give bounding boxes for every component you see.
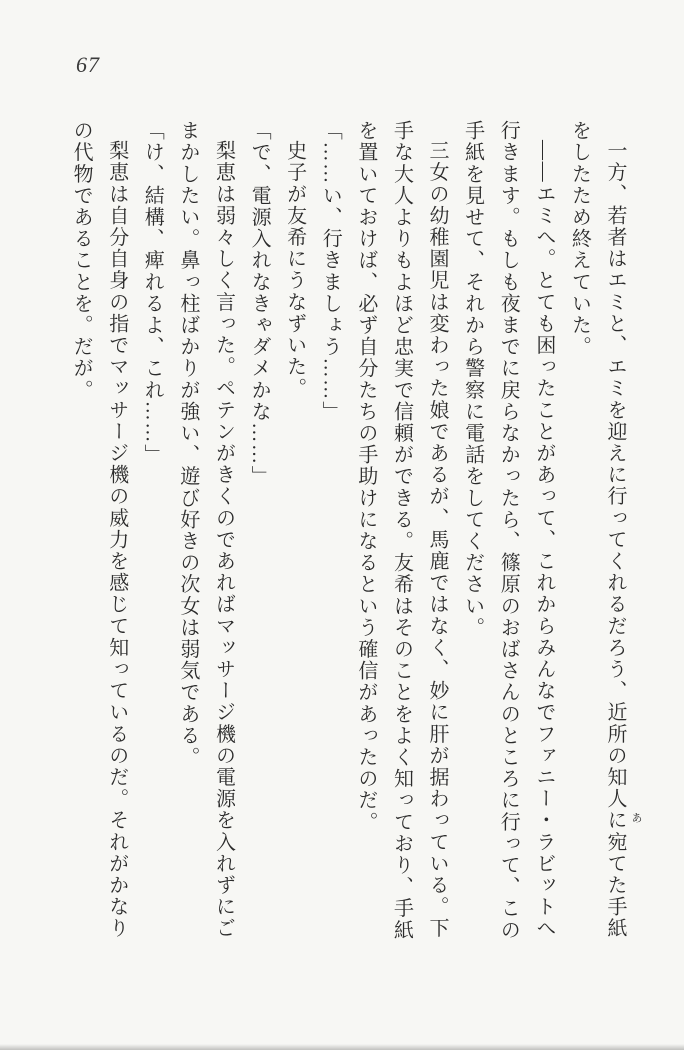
furigana-annotation: あ bbox=[630, 812, 642, 823]
paragraph-letter: ――エミへ。とても困ったことがあって、これからみんなでファニー・ラビットへ行きます。もしも夜までに戻らなかったら、篠原のおばさんのところに行って、この手紙を見せて、それから警察に電話をしてください。 bbox=[461, 120, 555, 941]
paragraph-narration-1: 一方、若者はエミと、エミを迎えに行ってくれるだろう、近所の知人に宛てた手紙をしたため終えていた。 bbox=[568, 120, 626, 940]
paragraph-narration-3: 史子が友希にうなずいた。 bbox=[283, 140, 306, 400]
page-number: 67 bbox=[76, 52, 100, 77]
paragraph-narration-5: 梨恵は自分自身の指でマッサージ機の威力を感じて知っているのだ。それがかなりの代物であることを。だが。 bbox=[70, 120, 128, 940]
paragraph-narration-4: 梨恵は弱々しく言った。ペテンがきくのであればマッサージ機の電源を入れずにごまかしたい。鼻っ柱ばかりが強い、遊び好きの次女は弱気である。 bbox=[176, 120, 235, 940]
paragraph-narration-2: 三女の幼稚園児は変わった娘であるが、馬鹿ではなく、妙に肝が据わっている。下手な大人よりもよほど忠実で信頼ができる。友希はそのことをよく知っており、手紙を置いておけば、必ず自分たちの手助けになるという確信があったのだ。 bbox=[354, 120, 449, 941]
paragraph-dialogue-3: 「け、結構、痺れるよ、これ……」 bbox=[141, 120, 164, 466]
paragraph-dialogue-1: 「……い、行きましょう……」 bbox=[319, 120, 342, 423]
vertical-text-block bbox=[63, 120, 633, 944]
paragraph-dialogue-2: 「で、電源入れなきゃダメかな……」 bbox=[248, 120, 271, 488]
